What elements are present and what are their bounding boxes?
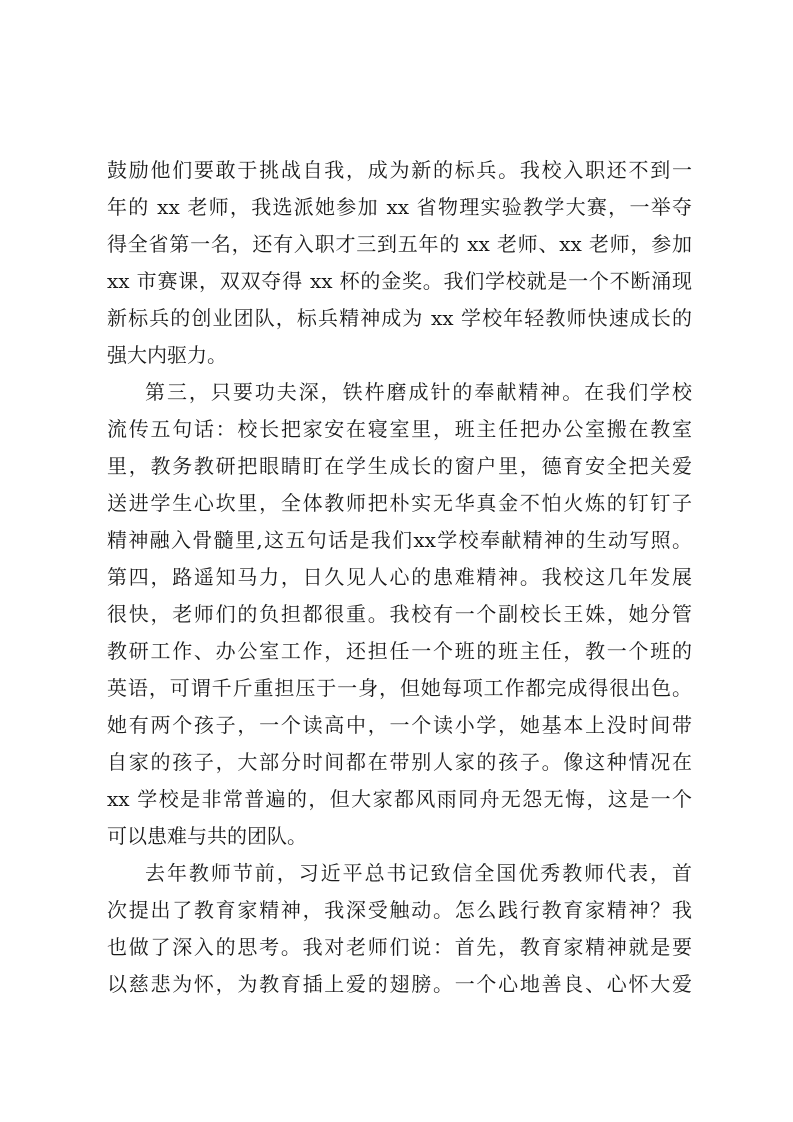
paragraph-start-line: 第三，只要功夫深，铁杵磨成针的奉献精神。在我们学校 (145, 380, 692, 404)
text-line: 也做了深入的思考。我对老师们说：首先，教育家精神就是要 (107, 935, 692, 959)
text-line: 鼓励他们要敢于挑战自我，成为新的标兵。我校入职还不到一 (107, 158, 692, 182)
text-line: 得全省第一名，还有入职才三到五年的 xx 老师、xx 老师，参加 (107, 232, 692, 256)
text-line: 她有两个孩子，一个读高中，一个读小学，她基本上没时间带 (107, 713, 692, 737)
text-line: 自家的孩子，大部分时间都在带别人家的孩子。像这种情况在 (107, 750, 692, 774)
text-line: 次提出了教育家精神，我深受触动。怎么践行教育家精神？我 (107, 898, 692, 922)
text-line: 英语，可谓千斤重担压于一身，但她每项工作都完成得很出色。 (107, 676, 692, 700)
text-line: 里，教务教研把眼睛盯在学生成长的窗户里，德育安全把关爱 (107, 454, 692, 478)
text-line: 流传五句话：校长把家安在寝室里，班主任把办公室搬在教室 (107, 417, 692, 441)
text-line: 年的 xx 老师，我选派她参加 xx 省物理实验教学大赛，一举夺 (107, 195, 692, 219)
document-page (107, 152, 692, 1003)
text-line: 很快，老师们的负担都很重。我校有一个副校长王姝，她分管 (107, 602, 692, 626)
paragraph-start-line: 去年教师节前，习近平总书记致信全国优秀教师代表，首 (145, 861, 692, 885)
text-line: 强大内驱力。 (107, 343, 227, 367)
text-line: 第四，路遥知马力，日久见人心的患难精神。我校这几年发展 (107, 565, 692, 589)
text-line: 以慈悲为怀，为教育插上爱的翅膀。一个心地善良、心怀大爱 (107, 972, 692, 996)
text-line: 新标兵的创业团队，标兵精神成为 xx 学校年轻教师快速成长的 (107, 306, 692, 330)
text-line: xx 学校是非常普遍的，但大家都风雨同舟无怨无悔，这是一个 (107, 787, 692, 811)
text-line: xx 市赛课，双双夺得 xx 杯的金奖。我们学校就是一个不断涌现 (107, 269, 692, 293)
text-line: 精神融入骨髓里,这五句话是我们xx学校奉献精神的生动写照。 (107, 528, 692, 552)
text-line: 教研工作、办公室工作，还担任一个班的班主任，教一个班的 (107, 639, 692, 663)
text-line: 送进学生心坎里，全体教师把朴实无华真金不怕火炼的钉钉子 (107, 491, 692, 515)
text-line: 可以患难与共的团队。 (107, 824, 307, 848)
